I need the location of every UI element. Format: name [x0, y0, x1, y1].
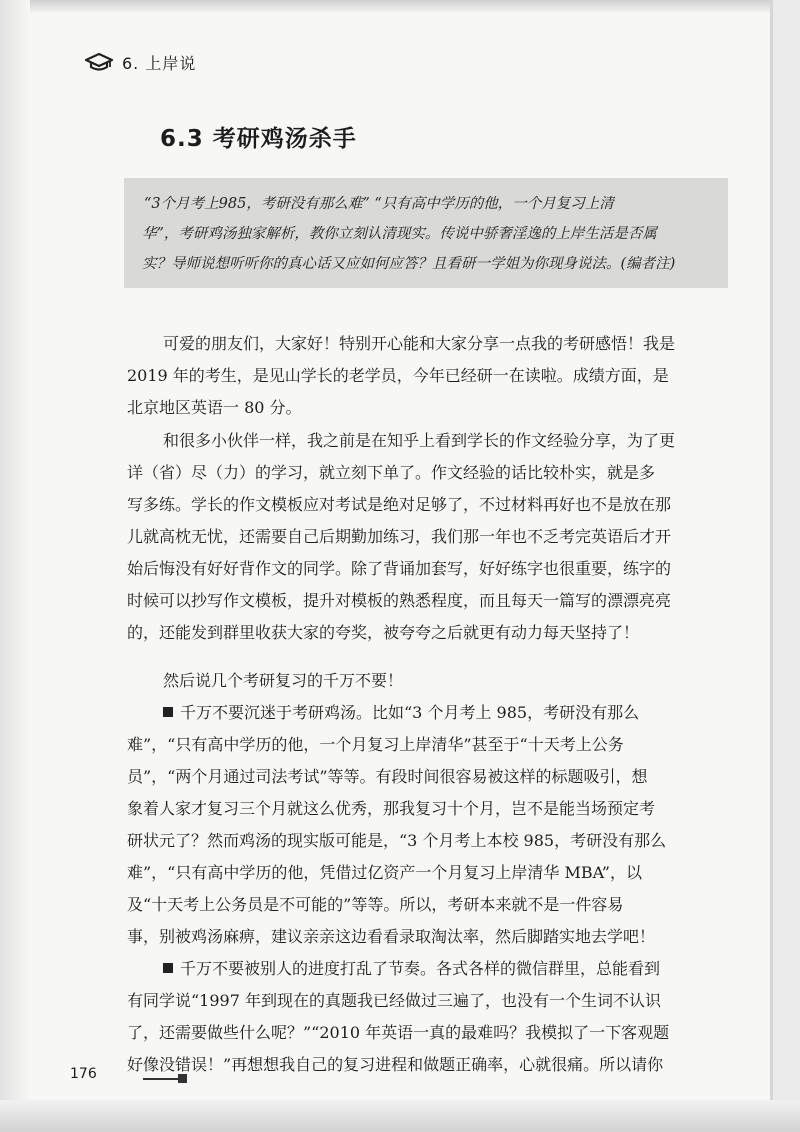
- square-bullet-icon: [163, 707, 173, 717]
- page-number: 176: [70, 1066, 97, 1082]
- bullet-text: 千万不要被别人的进度打乱了节奏。各式各样的微信群里，总能看到: [180, 959, 661, 978]
- body-text-line: 象着人家才复习三个月就这么优秀，那我复习十个月，岂不是能当场预定考: [127, 799, 656, 818]
- body-text-line: 写多练。学长的作文模板应对考试是绝对足够了，不过材料再好也不是放在那: [127, 495, 672, 514]
- body-text-line: 的，还能发到群里收获大家的夸奖，被夸夸之后就更有动力每天坚持了！: [127, 623, 640, 642]
- list-intro: 然后说几个考研复习的千万不要！: [163, 671, 404, 690]
- body-text-line: 员”，“两个月通过司法考试”等等。有段时间很容易被这样的标题吸引，想: [127, 767, 648, 786]
- editor-note-line: 实？导师说想听听你的真心话又应如何应答？且看研一学姐为你现身说法。(编者注): [142, 256, 676, 272]
- page-gutter: [0, 0, 30, 1110]
- graduation-cap-icon: [84, 52, 114, 72]
- body-text-line: 有同学说“1997 年到现在的真题我已经做过三遍了，也没有一个生词不认识: [127, 991, 661, 1010]
- body-text-line: 研状元了？然而鸡汤的现实版可能是，“3 个月考上本校 985，考研没有那么: [127, 831, 667, 850]
- bullet-text: 千万不要沉迷于考研鸡汤。比如“3 个月考上 985，考研没有那么: [180, 703, 640, 722]
- body-text-line: 北京地区英语一 80 分。: [127, 398, 302, 417]
- body-text-line: 了，还需要做些什么呢？”“2010 年英语一真的最难吗？我模拟了一下客观题: [127, 1023, 670, 1042]
- body-text-line: 可爱的朋友们，大家好！特别开心能和大家分享一点我的考研感悟！我是: [163, 334, 676, 353]
- bullet-item-line: [163, 700, 639, 723]
- page-bottom-edge: [0, 1100, 800, 1132]
- folio-square: [178, 1074, 187, 1083]
- editor-note-line: “3个月考上985，考研没有那么难” “只有高中学历的他，一个月复习上清: [144, 196, 614, 212]
- body-text-line: 难”，“只有高中学历的他，一个月复习上岸清华”甚至于“十天考上公务: [127, 735, 624, 754]
- editor-note-box: [124, 178, 728, 288]
- body-text-line: 儿就高枕无忧，还需要自己后期勤加练习，我们那一年也不乏考完英语后才开: [127, 527, 672, 546]
- body-text-line: 2019 年的考生，是见山学长的老学员，今年已经研一在读啦。成绩方面，是: [127, 366, 669, 385]
- bullet-item-line: [163, 956, 660, 979]
- body-text-line: 难”，“只有高中学历的他，凭借过亿资产一个月复习上岸清华 MBA”，以: [127, 863, 642, 882]
- folio-rule: [143, 1078, 181, 1080]
- top-shadow: [0, 0, 770, 14]
- running-header: [84, 50, 196, 74]
- body-text-line: 详（省）尽（力）的学习，就立刻下单了。作文经验的话比较朴实，就是多: [127, 463, 656, 482]
- body-text-line: 和很多小伙伴一样，我之前是在知乎上看到学长的作文经验分享，为了更: [163, 431, 676, 450]
- body-text-line: 始后悔没有好好背作文的同学。除了背诵加套写，好好练字也很重要，练字的: [127, 559, 672, 578]
- editor-note-line: 华”，考研鸡汤独家解析，教你立刻认清现实。传说中骄奢淫逸的上岸生活是否属: [142, 226, 657, 242]
- section-title: 6.3 考研鸡汤杀手: [160, 126, 357, 152]
- body-text-line: 好像没错误！”再想想我自己的复习进程和做题正确率，心就很痛。所以请你: [127, 1055, 664, 1074]
- body-text-line: 事，别被鸡汤麻痹，建议亲亲这边看看录取淘汰率，然后脚踏实地去学吧！: [127, 927, 656, 946]
- body-text-line: 时候可以抄写作文模板，提升对模板的熟悉程度，而且每天一篇写的漂漂亮亮: [127, 591, 672, 610]
- square-bullet-icon: [163, 963, 173, 973]
- body-text-line: 及“十天考上公务员是不可能的”等等。所以，考研本来就不是一件容易: [127, 895, 624, 914]
- running-header-title: 6. 上岸说: [122, 53, 197, 73]
